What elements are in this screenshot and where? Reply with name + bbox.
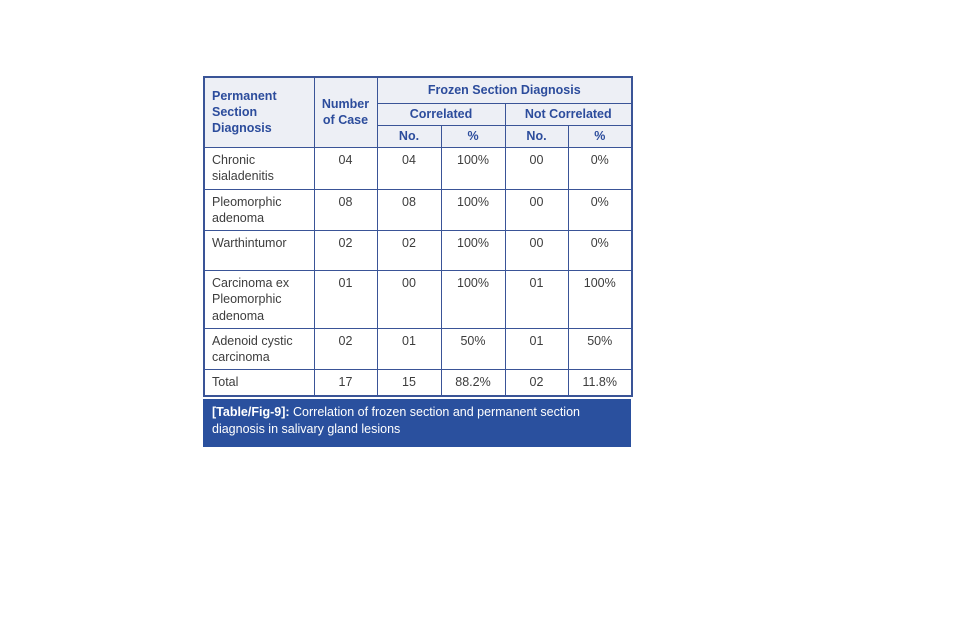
header-not-correlated-pct: % (568, 125, 632, 147)
cell-correlated-pct: 100% (441, 231, 505, 271)
cell-cases: 17 (314, 370, 377, 396)
cell-correlated-pct: 100% (441, 271, 505, 329)
cell-correlated-pct: 100% (441, 189, 505, 231)
table-row (204, 231, 632, 271)
cell-diagnosis: Adenoid cystic carcinoma (204, 328, 314, 370)
header-correlated-no: No. (377, 125, 441, 147)
cell-cases: 01 (314, 271, 377, 329)
header-correlated: Correlated (377, 103, 505, 125)
cell-diagnosis: Warthintumor (204, 231, 314, 271)
header-number-of-case: Number of Case (314, 77, 377, 147)
cell-not-correlated-pct: 11.8% (568, 370, 632, 396)
cell-diagnosis: Chronic sialadenitis (204, 147, 314, 189)
cell-correlated-pct: 50% (441, 328, 505, 370)
table-row-total (204, 370, 632, 396)
cell-correlated-pct: 100% (441, 147, 505, 189)
cell-correlated-no: 08 (377, 189, 441, 231)
cell-not-correlated-no: 01 (505, 328, 568, 370)
table-row (204, 189, 632, 231)
header-row-group (204, 77, 632, 103)
cell-not-correlated-pct: 100% (568, 271, 632, 329)
table-row (204, 328, 632, 370)
cell-not-correlated-no: 00 (505, 147, 568, 189)
header-frozen-section-diagnosis: Frozen Section Diagnosis (377, 77, 632, 103)
cell-cases: 08 (314, 189, 377, 231)
cell-cases: 02 (314, 231, 377, 271)
header-correlated-pct: % (441, 125, 505, 147)
correlation-table-figure (203, 76, 631, 447)
cell-not-correlated-pct: 0% (568, 147, 632, 189)
cell-not-correlated-pct: 0% (568, 189, 632, 231)
table-caption (203, 399, 631, 447)
header-permanent-section-diagnosis: Permanent Section Diagnosis (204, 77, 314, 147)
cell-correlated-pct: 88.2% (441, 370, 505, 396)
cell-correlated-no: 00 (377, 271, 441, 329)
cell-not-correlated-pct: 50% (568, 328, 632, 370)
cell-cases: 04 (314, 147, 377, 189)
cell-correlated-no: 02 (377, 231, 441, 271)
cell-not-correlated-pct: 0% (568, 231, 632, 271)
cell-correlated-no: 15 (377, 370, 441, 396)
cell-diagnosis: Carcinoma ex Pleomorphic adenoma (204, 271, 314, 329)
cell-not-correlated-no: 01 (505, 271, 568, 329)
cell-correlated-no: 04 (377, 147, 441, 189)
cell-not-correlated-no: 00 (505, 231, 568, 271)
cell-not-correlated-no: 02 (505, 370, 568, 396)
caption-tag: [Table/Fig-9]: (212, 404, 290, 419)
cell-correlated-no: 01 (377, 328, 441, 370)
cell-diagnosis: Pleomorphic adenoma (204, 189, 314, 231)
header-not-correlated: Not Correlated (505, 103, 632, 125)
header-not-correlated-no: No. (505, 125, 568, 147)
cell-diagnosis: Total (204, 370, 314, 396)
caption-text: Correlation of frozen section and permanent section diagnosis in salivary gland lesions (212, 404, 580, 437)
table-row (204, 271, 632, 329)
cell-not-correlated-no: 00 (505, 189, 568, 231)
frozen-section-table (203, 76, 633, 397)
cell-cases: 02 (314, 328, 377, 370)
table-row (204, 147, 632, 189)
